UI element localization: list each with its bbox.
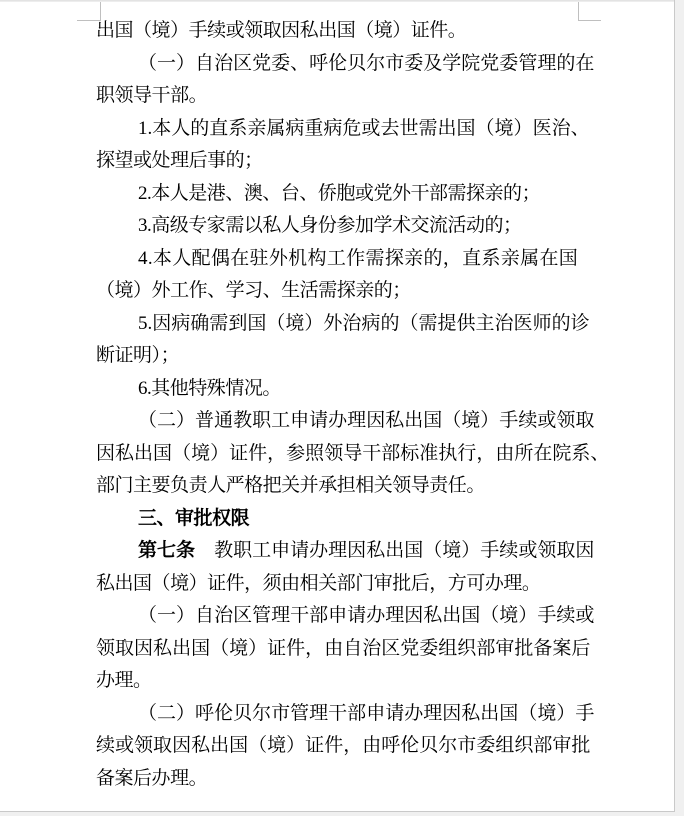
- text-line: 领 取 因 私 出 国 （ 境 ） 证 件 ， 由 自 治 区 党 委 组 织 部 审 批 备 案 后: [96, 637, 591, 659]
- text-line: 6.其他特殊情况。: [138, 377, 281, 399]
- text-line: 3.高级专家需以私人身份参加学术交流活动的；: [138, 215, 522, 236]
- text-line: （ 一 ） 自 治 区 管 理 干 部 申 请 办 理 因 私 出 国 （ 境 ） 手 续 或: [138, 605, 595, 626]
- text-line: 备案后办理。: [96, 767, 208, 789]
- text-block[interactable]: [96, 15, 610, 795]
- text-line: 办理。: [96, 670, 152, 691]
- text-line: 1 . 本 人 的 直 系 亲 属 病 重 病 危 或 去 世 需 出 国 （ 境 ） 医 治 、: [138, 117, 590, 139]
- text-line: 续 或 领 取 因 私 出 国 （ 境 ） 证 件 ， 由 呼 伦 贝 尔 市 委 组 织 部 审 批: [96, 735, 591, 756]
- text-line: 探望或处理后事的；: [96, 150, 263, 171]
- page-top-edge: [0, 0, 684, 2]
- text-line: 三、审批权限: [138, 507, 250, 529]
- text-line: 2.本人是港、澳、台、侨胞或党外干部需探亲的；: [138, 182, 541, 204]
- text-line: 第 七 条 教 职 工 申 请 办 理 因 私 出 国 （ 境 ） 手 续 或 领 取 因: [138, 540, 595, 561]
- page-right-edge: [674, 0, 684, 816]
- text-line: （ 一 ） 自 治 区 党 委 、 呼 伦 贝 尔 市 委 及 学 院 党 委 管 理 的 在: [138, 52, 595, 74]
- crop-mark-top-right-horizontal: [578, 20, 601, 21]
- text-line: （境）外工作、学习、生活需探亲的；: [96, 280, 411, 301]
- text-line: 部门主要负责人严格把关并承担相关领导责任。: [96, 475, 485, 496]
- text-line: 断证明）；: [96, 345, 180, 366]
- text-line: （ 二 ） 普 通 教 职 工 申 请 办 理 因 私 出 国 （ 境 ） 手 续 或 领 取: [138, 410, 595, 431]
- text-line: （ 二 ） 呼 伦 贝 尔 市 管 理 干 部 申 请 办 理 因 私 出 国 （ 境 ） 手: [138, 702, 595, 724]
- text-line: 4 . 本 人 配 偶 在 驻 外 机 构 工 作 需 探 亲 的 ， 直 系 亲 属 在 国: [138, 247, 578, 269]
- text-line: 5 . 因 病 确 需 到 国 （ 境 ） 外 治 病 的 （ 需 提 供 主 治 医 师 的 诊: [138, 312, 590, 334]
- text-line: 私出国（境）证件，须由相关部门审批后，方可办理。: [96, 572, 541, 594]
- page-bottom-edge: [0, 811, 675, 816]
- text-line: 因 私 出 国 （ 境 ） 证 件 ， 参 照 领 导 干 部 标 准 执 行 ， 由 所 在 院 系 、: [96, 442, 610, 464]
- text-line: 职领导干部。: [96, 85, 208, 106]
- text-line: 出国（境）手续或领取因私出国（境）证件。: [96, 20, 467, 41]
- crop-mark-top-right-vertical: [578, 2, 579, 21]
